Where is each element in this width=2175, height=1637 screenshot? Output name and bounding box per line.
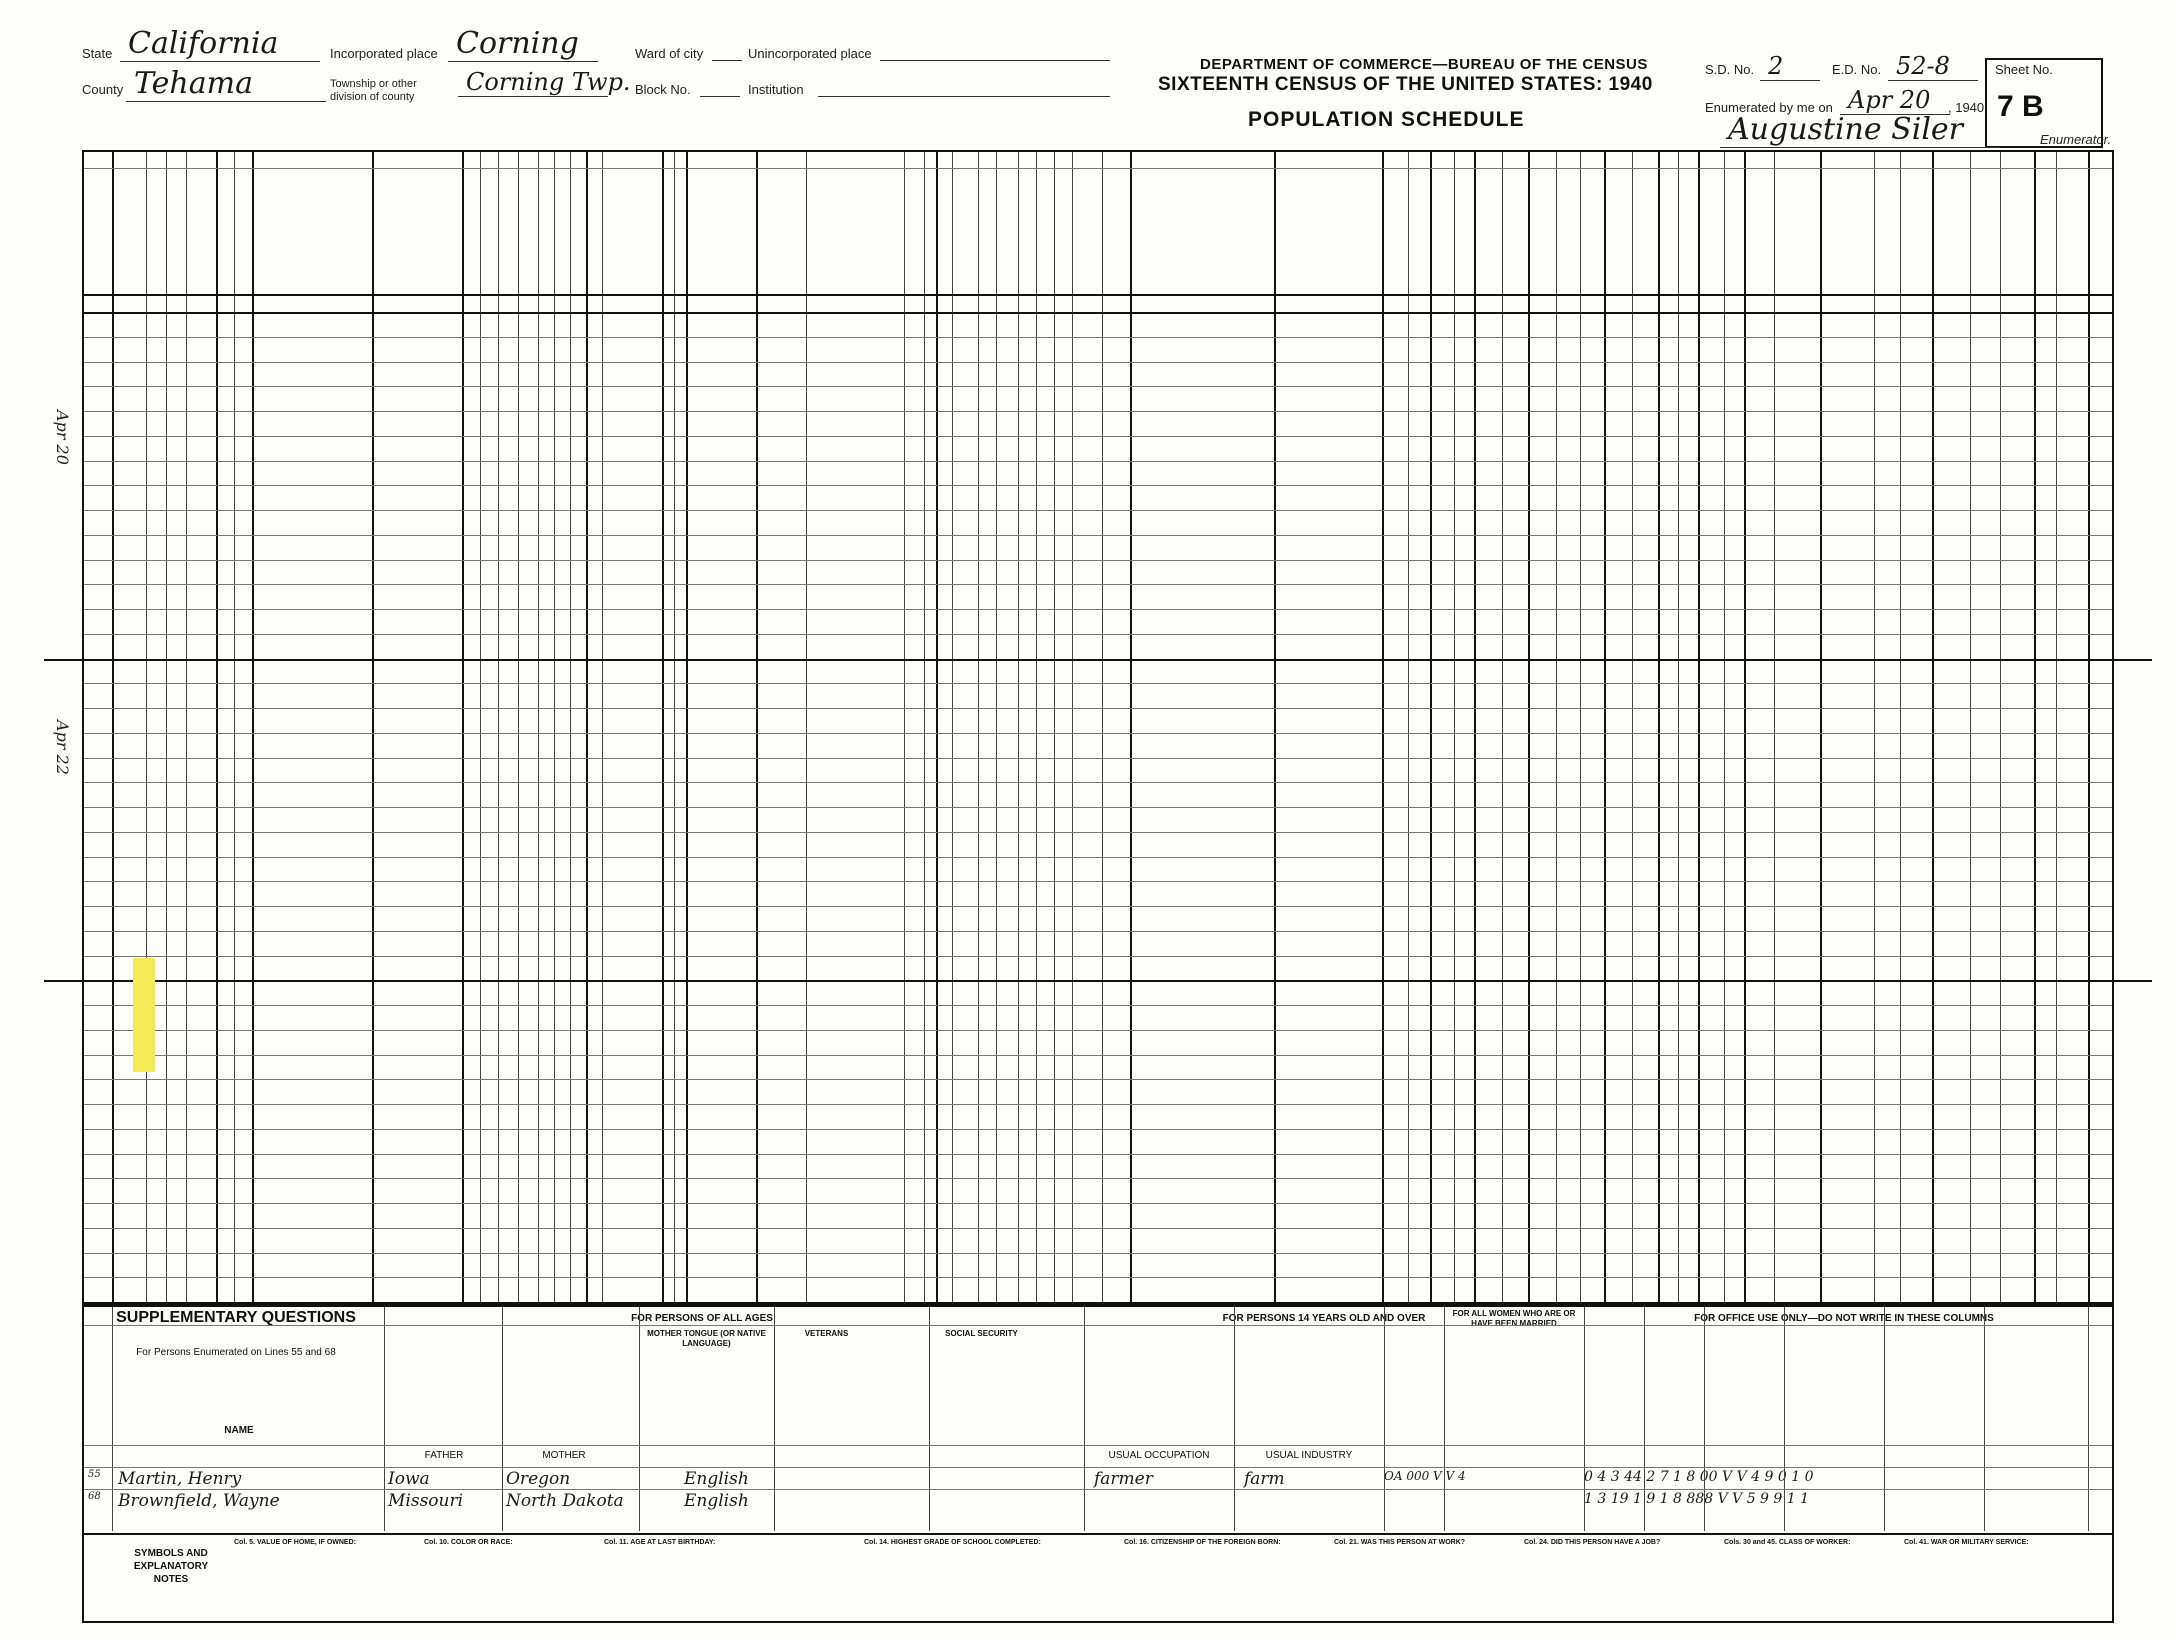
supp-mother: Oregon [506,1469,571,1489]
supp-column-rule [1704,1305,1705,1531]
row-rule [84,1079,2112,1080]
row-rule [84,1129,2112,1130]
row-rule [84,956,2112,957]
column-rule [234,152,235,1303]
footer-note: Cols. 30 and 45. CLASS OF WORKER: [1724,1539,1851,1546]
column-rule [1054,152,1055,1303]
column-rule [1102,152,1103,1303]
column-rule [756,152,758,1303]
column-rule [1632,152,1633,1303]
column-rule [480,152,481,1303]
row-rule [84,1253,2112,1254]
column-rule [1528,152,1530,1303]
enumerated-label: Enumerated by me on [1705,100,1833,115]
unincorporated-label: Unincorporated place [748,46,872,61]
supp-office-codes: 0 4 3 44 2 7 1 8 00 V V 4 9 0 1 0 [1584,1469,1814,1485]
supp-mother-col: MOTHER [542,1450,586,1461]
supp-father: Missouri [388,1491,464,1511]
column-rule [1382,152,1384,1303]
enumerator-label: Enumerator. [2040,132,2112,147]
column-rule [554,152,555,1303]
census-title: SIXTEENTH CENSUS OF THE UNITED STATES: 1940 [1158,74,1653,95]
column-rule [952,152,953,1303]
supp-column-rule [639,1305,640,1531]
supp-column-rule [774,1305,775,1531]
row-rule [84,1005,2112,1006]
sheet-label: Sheet No. [1995,62,2053,77]
column-rule [1820,152,1822,1303]
supp-column-rule [1884,1305,1885,1531]
column-rule [924,152,925,1303]
supp-father: Iowa [388,1469,430,1489]
row-rule [84,609,2112,610]
footer-note: Col. 5. VALUE OF HOME, IF OWNED: [234,1539,356,1546]
supp-14-over-header: FOR PERSONS 14 YEARS OLD AND OVER [1222,1313,1426,1324]
supp-name: Martin, Henry [118,1469,242,1489]
state-label: State [82,46,113,61]
column-rule [978,152,979,1303]
supp-office-header: FOR OFFICE USE ONLY—DO NOT WRITE IN THESE COLUMNS [1694,1313,1994,1324]
column-rule [674,152,675,1303]
column-rule [1932,152,1934,1303]
supplementary-subtitle: For Persons Enumerated on Lines 55 and 68 [136,1347,336,1358]
row-rule [84,906,2112,907]
row-rule [84,510,2112,511]
row-rule [84,708,2112,709]
row-rule [84,584,2112,585]
column-rule [1454,152,1455,1303]
suppl-quest-55-rule [44,659,2152,661]
enumerator-name: Augustine Siler [1720,112,2000,148]
column-rule [1900,152,1901,1303]
column-rule [586,152,588,1303]
footer-note: Col. 24. DID THIS PERSON HAVE A JOB? [1524,1539,1661,1546]
row-rule [84,733,2112,734]
enumerated-year: , 1940. [1948,100,1988,115]
column-rule [1502,152,1503,1303]
ed-label: E.D. No. [1832,62,1882,77]
footer-note: Col. 21. WAS THIS PERSON AT WORK? [1334,1539,1466,1546]
supp-usual-ind-col: USUAL INDUSTRY [1265,1450,1353,1461]
supp-column-rule [1384,1305,1385,1531]
supp-all-ages-header: FOR PERSONS OF ALL AGES [631,1313,773,1324]
column-rule [186,152,187,1303]
sd-label: S.D. No. [1705,62,1755,77]
column-rule [1658,152,1660,1303]
supp-column-rule [1984,1305,1985,1531]
row-rule [84,1203,2112,1204]
schedule-title: POPULATION SCHEDULE [1248,108,1525,131]
row-rule [84,337,2112,338]
supp-row-rule [84,1533,2112,1535]
column-rule [112,152,114,1303]
row-rule [84,560,2112,561]
row-rule [84,857,2112,858]
margin-date-2: Apr 22 [53,720,72,775]
supp-row-rule [84,1489,2112,1490]
header-rule [84,168,2112,169]
supplementary-section [82,1305,2114,1623]
supp-code: OA 000 V V 4 [1384,1469,1466,1483]
column-rule [372,152,374,1303]
column-rule [1408,152,1409,1303]
row-rule [84,634,2112,635]
row-rule [84,485,2112,486]
footer-note: Col. 11. AGE AT LAST BIRTHDAY: [604,1539,716,1546]
sd-value: 2 [1760,52,1820,81]
column-rule [2088,152,2090,1303]
incorporated-value: Corning [448,26,598,62]
state-value: California [120,26,320,62]
suppl-quest-68-rule [44,980,2152,982]
column-rule [1580,152,1581,1303]
incorporated-label: Incorporated place [330,46,438,61]
column-rule [252,152,254,1303]
block-label: Block No. [635,82,691,97]
enumerated-date: Apr 20 [1840,86,1950,115]
column-rule [1036,152,1037,1303]
supp-father-col: FATHER [424,1450,464,1461]
column-rule [1430,152,1432,1303]
supp-social-header: SOCIAL SECURITY [945,1329,1018,1338]
column-rule [904,152,905,1303]
row-rule [84,683,2112,684]
footer-note: Col. 14. HIGHEST GRADE OF SCHOOL COMPLETED: [864,1539,1041,1546]
column-rule [2000,152,2001,1303]
row-rule [84,535,2112,536]
supp-mother: North Dakota [506,1491,624,1511]
column-rule [146,152,147,1303]
supp-office-codes: 1 3 19 1 9 1 8 888 V V 5 9 9 1 1 [1584,1491,1810,1507]
column-rule [806,152,807,1303]
column-rule [996,152,997,1303]
supplementary-title: SUPPLEMENTARY QUESTIONS [116,1309,356,1326]
column-rule [1274,152,1276,1303]
column-rule [570,152,571,1303]
column-rule [1724,152,1725,1303]
column-rule [686,152,688,1303]
footer-title: SYMBOLS AND EXPLANATORY NOTES [133,1548,209,1585]
column-rule [1698,152,1700,1303]
column-rule [1744,152,1746,1303]
county-value: Tehama [126,66,326,102]
highlight-marker [133,958,155,1072]
column-rule [1604,152,1606,1303]
row-rule [84,461,2112,462]
row-rule [84,832,2112,833]
supp-usual-occupation: farmer [1094,1469,1153,1489]
township-label: Township or other division of county [330,78,417,103]
row-rule [84,1055,2112,1056]
column-rule [1130,152,1132,1303]
supp-women-header: FOR ALL WOMEN WHO ARE OR HAVE BEEN MARRIED [1452,1309,1576,1328]
header-bottom-rule [84,312,2112,314]
column-rule [518,152,519,1303]
column-rule [662,152,664,1303]
supp-column-rule [502,1305,503,1531]
row-rule [84,782,2112,783]
supp-column-rule [384,1305,385,1531]
row-rule [84,881,2112,882]
column-rule [462,152,464,1303]
ward-label: Ward of city [635,46,704,61]
supp-row-rule [84,1305,2112,1307]
column-rule [1018,152,1019,1303]
column-rule [216,152,218,1303]
column-rule [1970,152,1971,1303]
column-rule [2034,152,2036,1303]
column-rule [1774,152,1775,1303]
supp-column-rule [112,1305,113,1531]
column-rule [1474,152,1476,1303]
supp-column-rule [2088,1305,2089,1531]
supp-name: Brownfield, Wayne [118,1491,280,1511]
column-rule [936,152,938,1303]
row-rule [84,362,2112,363]
column-rule [2056,152,2057,1303]
row-rule [84,1104,2112,1105]
supp-column-rule [1784,1305,1785,1531]
township-value: Corning Twp. [458,68,608,97]
row-rule [84,1277,2112,1278]
supp-mother-tongue: English [684,1491,749,1511]
column-rule [1874,152,1875,1303]
row-rule [84,1302,2112,1304]
supp-usual-industry: farm [1244,1469,1285,1489]
column-rule [538,152,539,1303]
row-rule [84,758,2112,759]
row-rule [84,1154,2112,1155]
supp-name-header: NAME [224,1425,254,1436]
supp-column-rule [929,1305,930,1531]
supp-column-rule [1584,1305,1585,1531]
sheet-value: 7 B [1997,90,2044,123]
row-rule [84,386,2112,387]
footer-note: Col. 16. CITIZENSHIP OF THE FOREIGN BORN: [1124,1539,1281,1546]
population-grid [82,150,2114,1305]
footer-note: Col. 10. COLOR OR RACE: [424,1539,513,1546]
supp-line-number: 68 [88,1491,101,1502]
ed-value: 52-8 [1888,52,1978,81]
row-rule [84,1030,2112,1031]
column-rule [1556,152,1557,1303]
supp-mother-tongue: English [684,1469,749,1489]
supp-column-rule [1444,1305,1445,1531]
county-label: County [82,82,124,97]
column-rule [602,152,603,1303]
supp-tongue-header: MOTHER TONGUE (OR NATIVE LANGUAGE) [647,1329,766,1348]
row-rule [84,1178,2112,1179]
institution-label: Institution [748,82,804,97]
row-rule [84,931,2112,932]
column-rule [166,152,167,1303]
column-rule [1072,152,1073,1303]
supp-column-rule [1234,1305,1235,1531]
supp-row-rule [84,1445,2112,1446]
colnum-rule [84,294,2112,296]
margin-date-1: Apr 20 [53,410,72,465]
supp-column-rule [1644,1305,1645,1531]
column-rule [1678,152,1679,1303]
supp-veterans-header: VETERANS [804,1329,849,1338]
row-rule [84,411,2112,412]
department-title: DEPARTMENT OF COMMERCE—BUREAU OF THE CENSUS [1200,56,1648,73]
row-rule [84,436,2112,437]
row-rule [84,1228,2112,1229]
supp-column-rule [1084,1305,1085,1531]
supp-row-rule [84,1467,2112,1468]
row-rule [84,807,2112,808]
footer-note: Col. 41. WAR OR MILITARY SERVICE: [1904,1539,2029,1546]
supp-row-rule [84,1325,2112,1326]
supp-line-number: 55 [88,1469,101,1480]
column-rule [498,152,499,1303]
supp-usual-occ-col: USUAL OCCUPATION [1108,1450,1210,1461]
